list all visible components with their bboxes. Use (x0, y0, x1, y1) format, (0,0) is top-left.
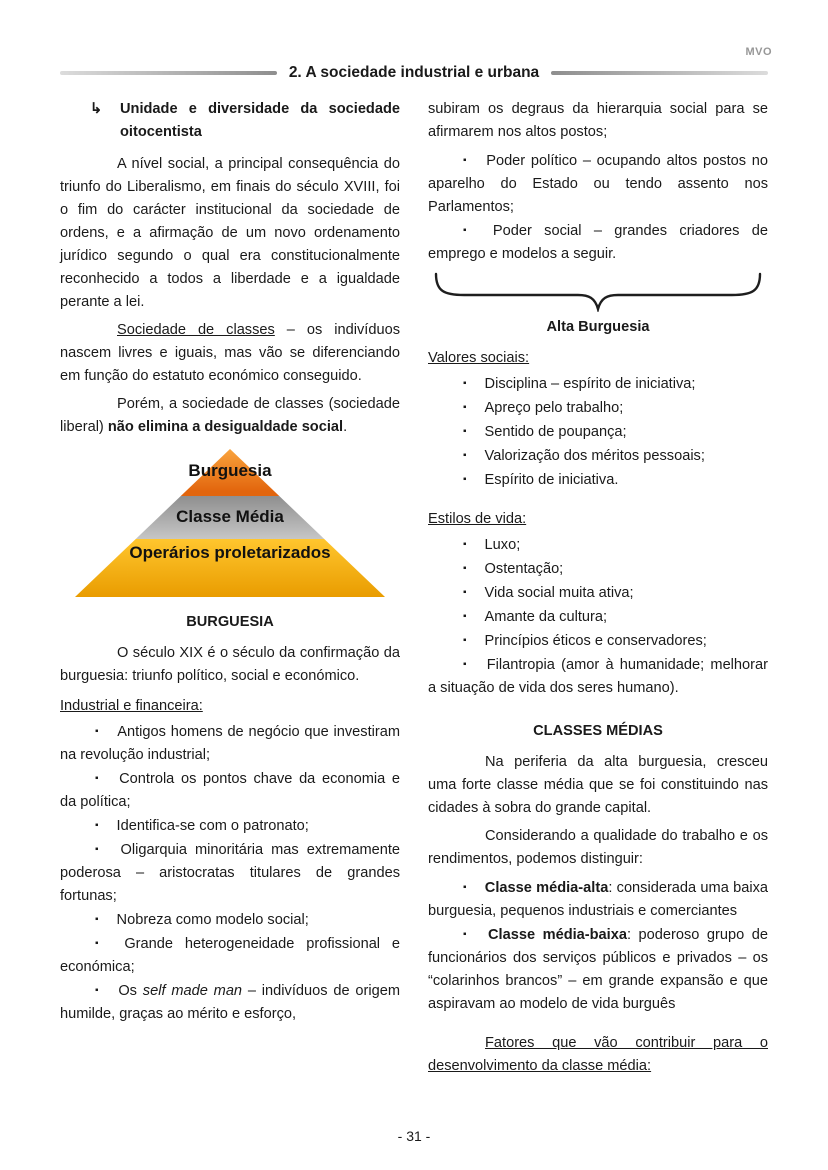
list-item (428, 605, 768, 629)
page-number: - 31 - (397, 1128, 431, 1144)
bold-term: não elimina a desigualdade social (107, 419, 344, 435)
list-item-text: Os (118, 983, 143, 999)
list-item-text: Controla os pontos chave da economia e da política; (60, 771, 400, 810)
square-bullet-icon: ▪ (463, 929, 471, 940)
list-item-text: – indivíduos de origem humilde, graças ao mérito e esforço, (60, 983, 401, 1022)
subsection-label-text: Industrial e financeira: (60, 698, 203, 714)
list-item (428, 444, 768, 468)
curly-brace-graphic (428, 270, 768, 312)
subsection-label (428, 347, 768, 370)
list-item (60, 838, 400, 908)
list-item (60, 908, 400, 932)
paragraph (428, 1032, 768, 1078)
subsection-label (428, 508, 768, 531)
list-item-text: Antigos homens de negócio que investiram na revolução industrial; (60, 724, 400, 763)
list-item-text: Oligarquia minoritária mas extremamente poderosa – aristocratas titulares de grandes fortunas; (60, 842, 401, 904)
list-item-text: Identifica-se com o patronato; (116, 818, 309, 834)
underlined-term: Sociedade de classes (117, 322, 275, 338)
square-bullet-icon: ▪ (95, 820, 99, 831)
list-item (428, 581, 768, 605)
underlined-term: Fatores que vão contribuir para o desenvolvimento da classe média: (428, 1035, 768, 1074)
square-bullet-icon: ▪ (463, 450, 467, 461)
subsection-label-text: Valores sociais: (428, 350, 530, 366)
header-rule-right (551, 71, 768, 75)
list-item-text: Poder social – grandes criadores de emprego e modelos a seguir. (428, 223, 769, 262)
list-item (428, 557, 768, 581)
list-item (428, 533, 768, 557)
list-item-text: Luxo; (484, 537, 521, 553)
square-bullet-icon: ▪ (463, 635, 467, 646)
square-bullet-icon: ▪ (463, 882, 467, 893)
paragraph: A nível social, a principal consequência do triunfo do Liberalismo, em finais do século XVIII, foi o fim do carácter institucional da sociedade de ordens, e a afirmação de um novo ordenamento jurídico segundo o qual era constitucionalmente reconhecido a todos a liberdade e a igualdade perante a lei. (60, 156, 400, 310)
list-item (428, 420, 768, 444)
section-heading-text: Unidade e diversidade da sociedade oitocentista (120, 101, 400, 140)
list-item-text: Princípios éticos e conservadores; (484, 633, 707, 649)
header-rule-left (60, 71, 277, 75)
square-bullet-icon: ▪ (95, 985, 101, 996)
pyramid-label-bottom: Operários proletarizados (129, 543, 331, 562)
list-item (60, 720, 400, 767)
list-item-text: Nobreza como modelo social; (116, 912, 309, 928)
list-item (428, 219, 768, 266)
square-bullet-icon: ▪ (463, 155, 469, 166)
paragraph: Considerando a qualidade do trabalho e os rendimentos, podemos distinguir: (428, 828, 768, 867)
italic-term: self made man (142, 983, 243, 999)
list-item-text: Filantropia (amor à humanidade; melhorar a situação de vida dos seres humano). (428, 657, 768, 696)
section-title-classes-medias: CLASSES MÉDIAS (533, 723, 663, 739)
list-item (60, 814, 400, 838)
list-item-text: Amante da cultura; (484, 609, 608, 625)
square-bullet-icon: ▪ (95, 773, 102, 784)
paragraph (60, 393, 400, 439)
paragraph: subiram os degraus da hierarquia social para se afirmarem nos altos postos; (428, 101, 768, 140)
arrow-bullet-icon: ↳ (90, 101, 103, 117)
subsection-label (60, 695, 400, 718)
list-item-text: Vida social muita ativa; (484, 585, 634, 601)
paragraph-text: . (343, 419, 348, 435)
list-item-text: : considerada uma baixa burguesia, pequenos industriais e comerciantes (428, 880, 768, 919)
list-item-text: Espírito de iniciativa. (484, 472, 619, 488)
left-column (60, 98, 400, 1026)
list-item (428, 149, 768, 219)
bold-term: Classe média-baixa (488, 927, 627, 943)
list-item (428, 629, 768, 653)
square-bullet-icon: ▪ (463, 539, 467, 550)
square-bullet-icon: ▪ (463, 426, 467, 437)
square-bullet-icon: ▪ (95, 938, 107, 949)
section-title-burguesia: BURGUESIA (186, 614, 274, 630)
list-item-text: Poder político – ocupando altos postos no aparelho do Estado ou tendo assento nos Parlamentos; (428, 153, 769, 215)
list-item-text: : poderoso grupo de funcionários dos serviços públicos e privados – os “colarinhos brancos” – em grande expansão e que aspiravam ao modelo de vida burguês (428, 927, 768, 1012)
bold-term: Classe média-alta (484, 880, 609, 896)
square-bullet-icon: ▪ (463, 225, 475, 236)
list-item (428, 396, 768, 420)
page-header (60, 64, 768, 82)
list-item (428, 372, 768, 396)
list-item (428, 876, 768, 923)
right-column (428, 98, 768, 1083)
section-heading (60, 98, 400, 144)
square-bullet-icon: ▪ (463, 563, 467, 574)
square-bullet-icon: ▪ (463, 474, 467, 485)
list-item (428, 923, 768, 1016)
page-title: 2. A sociedade industrial e urbana (288, 64, 540, 81)
square-bullet-icon: ▪ (95, 914, 99, 925)
square-bullet-icon: ▪ (463, 402, 467, 413)
list-item-text: Sentido de poupança; (484, 424, 627, 440)
list-item-text: Apreço pelo trabalho; (484, 400, 624, 416)
paragraph: O século XIX é o século da confirmação da burguesia: triunfo político, social e económico. (60, 645, 400, 684)
pyramid-label-middle: Classe Média (176, 507, 284, 526)
list-item (428, 468, 768, 492)
square-bullet-icon: ▪ (95, 844, 103, 855)
square-bullet-icon: ▪ (463, 611, 467, 622)
watermark: MVO (745, 46, 772, 58)
list-item-text: Grande heterogeneidade profissional e económica; (60, 936, 400, 975)
square-bullet-icon: ▪ (463, 587, 467, 598)
square-bullet-icon: ▪ (463, 378, 467, 389)
paragraph-text: Porém, a sociedade de classes (sociedade liberal) (60, 396, 400, 435)
list-item-text: Valorização dos méritos pessoais; (484, 448, 705, 464)
square-bullet-icon: ▪ (463, 659, 469, 670)
list-item (60, 979, 400, 1026)
subsection-label-text: Estilos de vida: (428, 511, 527, 527)
list-item-text: Ostentação; (484, 561, 564, 577)
paragraph: Na periferia da alta burguesia, cresceu uma forte classe média que se foi constituindo nas cidades à sobra do grande capital. (428, 754, 768, 816)
social-classes-pyramid-diagram (75, 449, 385, 597)
paragraph (60, 319, 400, 388)
list-item (428, 653, 768, 700)
paragraph-text: – os indivíduos nascem livres e iguais, mas vão se diferenciando em função do estatuto económico conseguido. (60, 322, 400, 384)
list-item (60, 932, 400, 979)
list-item (60, 767, 400, 814)
list-item-text: Disciplina – espírito de iniciativa; (484, 376, 696, 392)
section-title-alta-burguesia: Alta Burguesia (546, 319, 650, 335)
pyramid-label-top: Burguesia (188, 461, 272, 480)
square-bullet-icon: ▪ (95, 726, 100, 737)
